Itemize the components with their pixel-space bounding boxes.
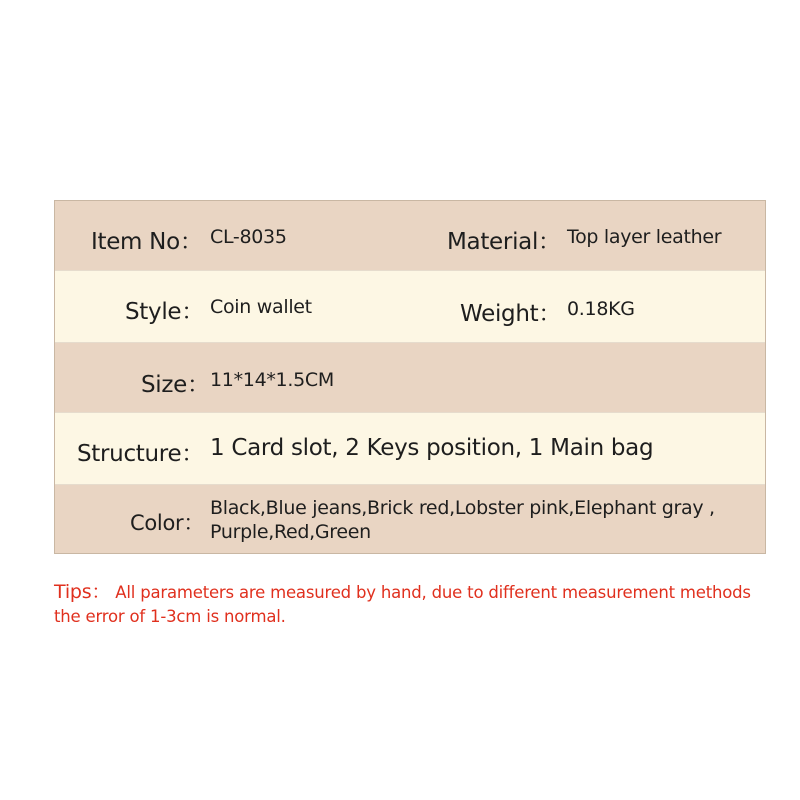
spec-table xyxy=(54,200,766,554)
tips-line-2 xyxy=(54,605,784,629)
color-value-line2: Purple,Red,Green xyxy=(210,521,371,543)
material-label: Material： xyxy=(447,229,561,255)
style-label: Style： xyxy=(125,299,204,325)
tips-label: Tips： xyxy=(54,581,111,603)
spec-row-structure xyxy=(55,413,765,485)
tips-note xyxy=(54,580,784,629)
structure-label: Structure： xyxy=(77,441,204,467)
spec-row-color xyxy=(55,485,765,553)
spec-row-size xyxy=(55,343,765,413)
spec-row-style-weight xyxy=(55,271,765,343)
size-label: Size： xyxy=(141,372,210,398)
color-value-line1: Black,Blue jeans,Brick red,Lobster pink,Elephant gray , xyxy=(210,497,715,519)
item-no-value: CL-8035 xyxy=(210,226,287,248)
weight-value: 0.18KG xyxy=(567,298,635,320)
color-label: Color： xyxy=(130,511,205,535)
tips-text-2: the error of 1-3cm is normal. xyxy=(54,607,286,626)
tips-text-1: All parameters are measured by hand, due to different measurement methods xyxy=(110,583,751,602)
style-value: Coin wallet xyxy=(210,296,312,318)
structure-value: 1 Card slot, 2 Keys position, 1 Main bag xyxy=(210,435,654,461)
tips-line-1 xyxy=(54,580,784,605)
item-no-label: Item No： xyxy=(91,229,203,255)
weight-label: Weight： xyxy=(460,301,562,327)
size-value: 11*14*1.5CM xyxy=(210,369,334,391)
spec-row-item-material xyxy=(55,201,765,271)
material-value: Top layer leather xyxy=(567,226,722,248)
